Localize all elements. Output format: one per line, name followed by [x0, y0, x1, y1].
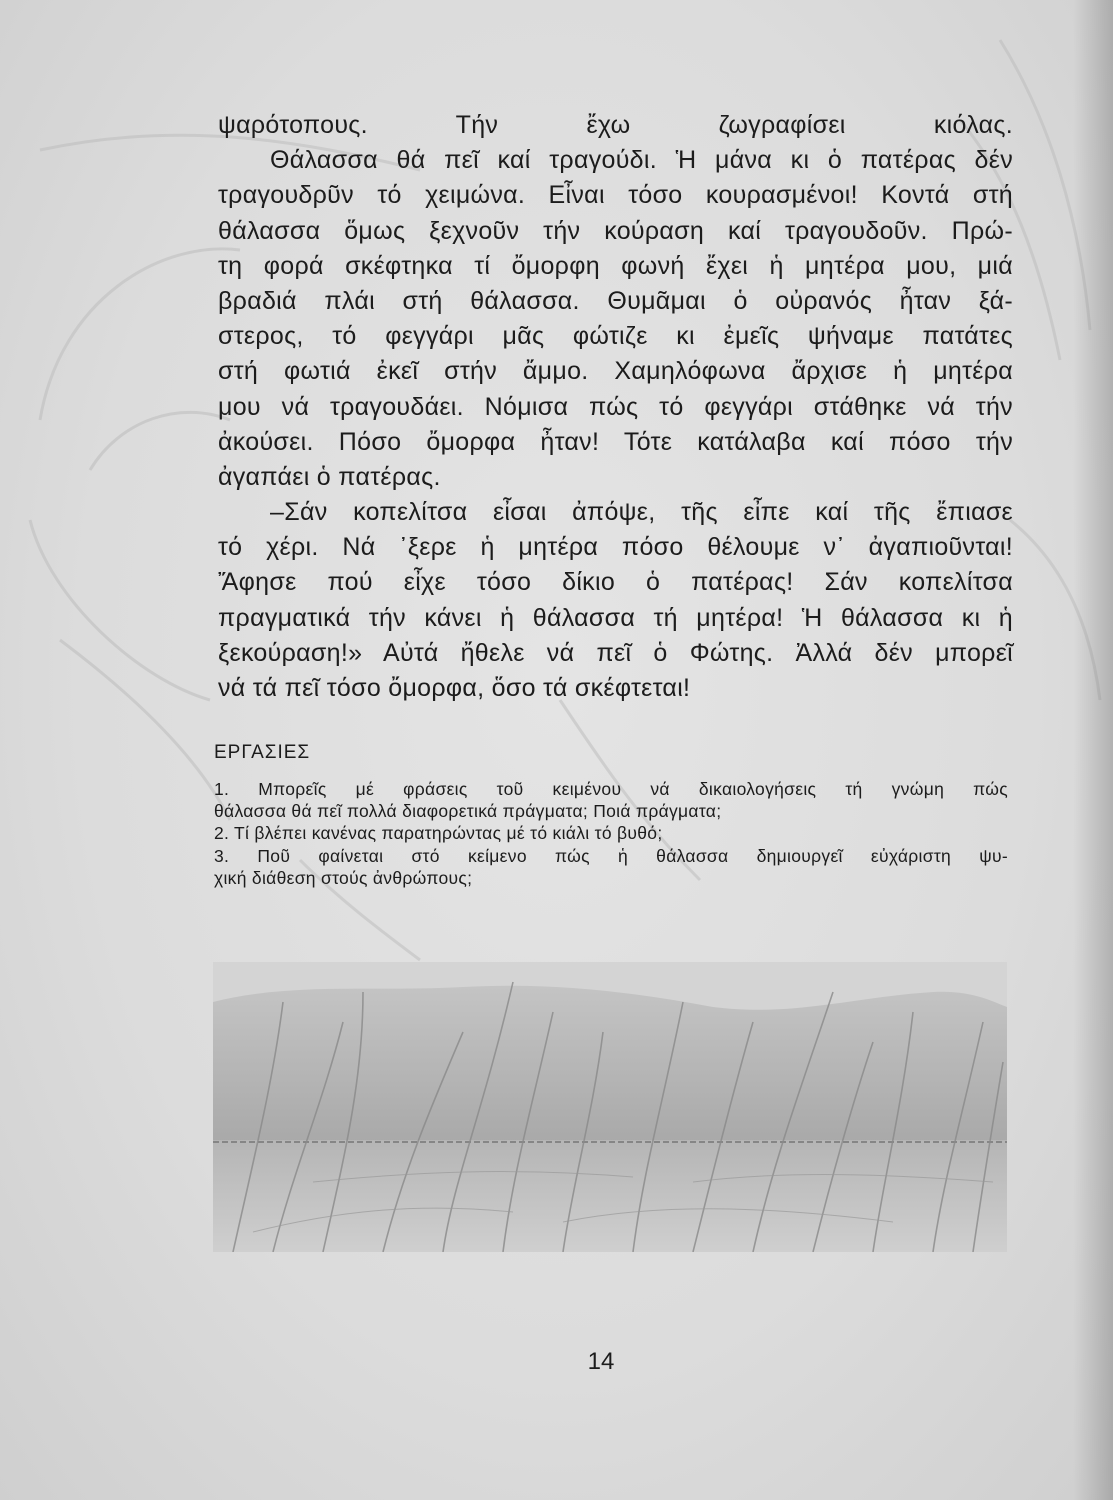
- text-line: Ἄφησε πού εἶχε τόσο δίκιο ὁ πατέρας! Σάν κοπελίτσα: [218, 568, 1013, 597]
- text-line: ψαρότοπους. Τήν ἔχω ζωγραφίσει κιόλας.: [218, 111, 1013, 139]
- exercises-heading: ΕΡΓΑΣΙΕΣ: [214, 742, 311, 763]
- text-line: βραδιά πλάι στή θάλασσα. Θυμᾶμαι ὁ οὐρανός ἦταν ξά-: [218, 286, 1013, 315]
- exercise-line: 2. Τί βλέπει κανένας παρατηρώντας μέ τό κιάλι τό βυθό;: [214, 823, 663, 844]
- text-line: τη φορά σκέφτηκα τί ὄμορφη φωνή ἔχει ἡ μητέρα μου, μιά: [218, 251, 1013, 280]
- exercises-section: [214, 742, 1008, 889]
- page-edge-shadow: [1073, 0, 1113, 1500]
- text-line: στερος, τό φεγγάρι μᾶς φώτιζε κι ἐμεῖς ψήναμε πατάτες: [218, 322, 1013, 351]
- text-line: ἀγαπάει ὁ πατέρας.: [218, 462, 441, 491]
- text-line: πραγματικά τήν κάνει ἡ θάλασσα τή μητέρα! Ἡ θάλασσα κι ἡ: [218, 603, 1013, 632]
- text-line: ξεκούραση!» Αὐτά ἤθελε νά πεῖ ὁ Φώτης. Ἀλλά δέν μπορεῖ: [218, 638, 1013, 667]
- exercise-line: χική διάθεση στούς ἀνθρώπους;: [214, 867, 473, 888]
- sea-reeds-illustration: [213, 962, 1007, 1252]
- text-line: νά τά πεῖ τόσο ὄμορφα, ὅσο τά σκέφτεται!: [218, 674, 691, 702]
- text-line: στή φωτιά ἐκεῖ στήν ἄμμο. Χαμηλόφωνα ἄρχισε ἡ μητέρα: [218, 357, 1013, 386]
- exercise-line: 3. Ποῦ φαίνεται στό κείμενο πώς ἡ θάλασσα δημιουργεῖ εὐχάριστη ψυ-: [214, 845, 1008, 866]
- exercise-line: θάλασσα θά πεῖ πολλά διαφορετικά πράγματα; Ποιά πράγματα;: [214, 801, 722, 822]
- text-line: τό χέρι. Νά ᾽ξερε ἡ μητέρα πόσο θέλουμε ν᾽ ἀγαπιοῦνται!: [218, 533, 1013, 562]
- text-line: τραγουδρῦν τό χειμώνα. Εἶναι τόσο κουρασμένοι! Κοντά στή: [218, 181, 1013, 210]
- text-line: μου νά τραγουδάει. Νόμισα πώς τό φεγγάρι στάθηκε νά τήν: [218, 392, 1013, 421]
- main-text: [218, 108, 1013, 706]
- text-line: Θάλασσα θά πεῖ καί τραγούδι. Ἡ μάνα κι ὁ πατέρας δέν: [270, 146, 1013, 175]
- text-line: ἀκούσει. Πόσο ὄμορφα ἦταν! Τότε κατάλαβα καί πόσο τήν: [218, 427, 1013, 456]
- text-line: –Σάν κοπελίτσα εἶσαι ἀπόψε, τῆς εἶπε καί τῆς ἔπιασε: [270, 498, 1013, 527]
- page-number: 14: [587, 1348, 615, 1375]
- exercise-line: 1. Μπορεῖς μέ φράσεις τοῦ κειμένου νά δικαιολογήσεις τή γνώμη πώς: [214, 779, 1008, 799]
- text-line: θάλασσα ὅμως ξεχνοῦν τήν κούραση καί τραγουδοῦν. Πρώ-: [218, 216, 1013, 245]
